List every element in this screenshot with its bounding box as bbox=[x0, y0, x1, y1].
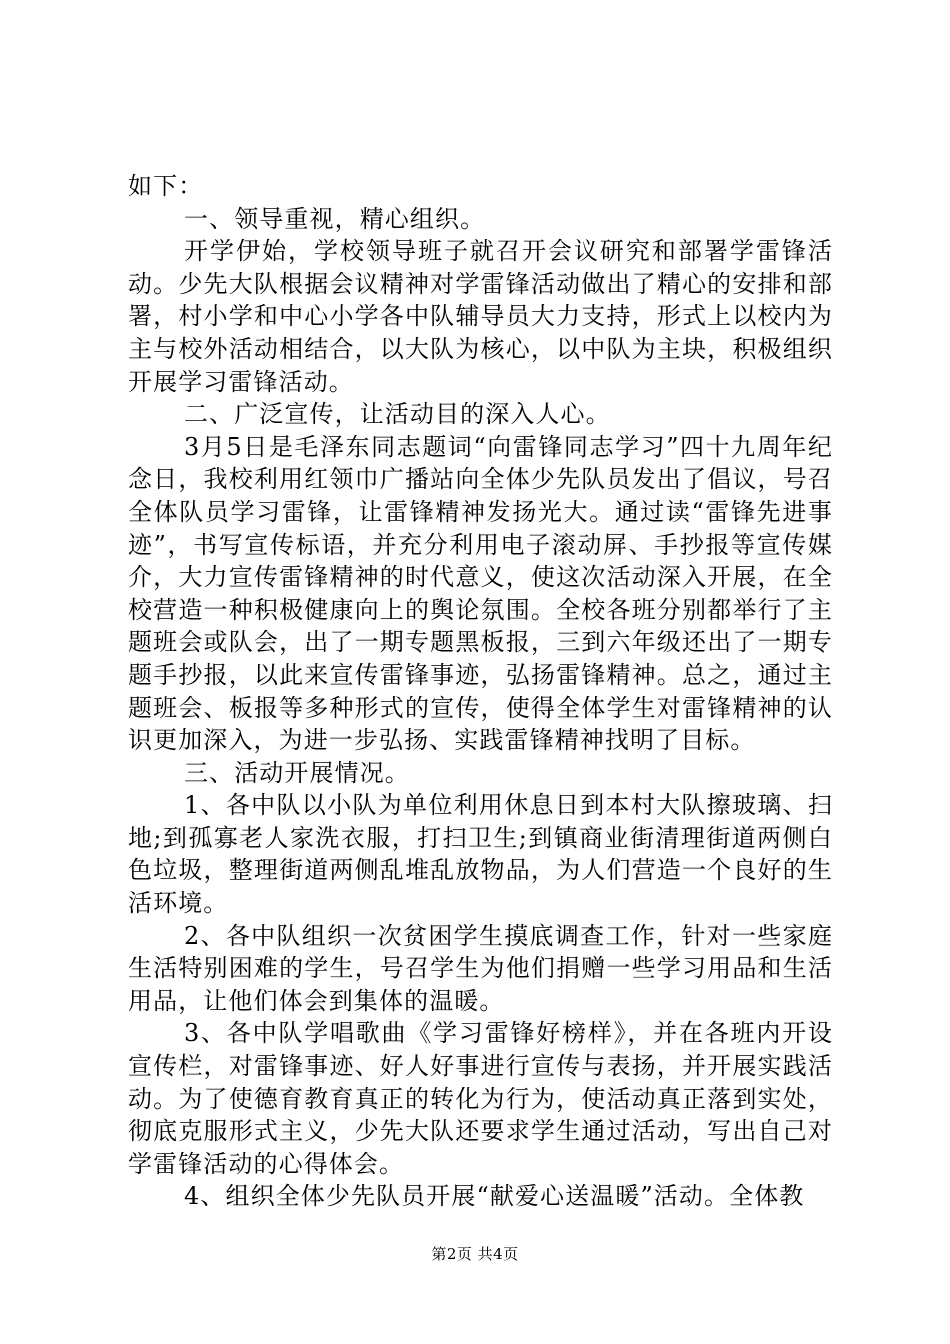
list-item-4: 4、组织全体少先队员开展“献爱心送温暖”活动。全体教 bbox=[184, 1182, 805, 1211]
section-heading-3: 三、活动开展情况。 bbox=[184, 758, 410, 787]
page-footer bbox=[0, 1244, 950, 1264]
paragraph: 3月5日是毛泽东同志题词“向雷锋同志学习”四十九周年纪念日，我校利用红领巾广播站向全体少先队员发出了倡议，号召全体队员学习雷锋，让雷锋精神发扬光大。通过读“雷锋先进事迹”，书写宣传标语，并充分利用电子滚动屏、手抄报等宣传媒介，大力宣传雷锋精神的时代意义，使这次活动深入开展，在全校营造一种积极健康向上的舆论氛围。全校各班分别都举行了主题班会或队会，出了一期专题黑板报，三到六年级还出了一期专题手抄报，以此来宣传雷锋事迹，弘扬雷锋精神。总之，通过主题班会、板报等多种形式的宣传，使得全体学生对雷锋精神的认识更加深入，为进一步弘扬、实践雷锋精神找明了目标。 bbox=[128, 432, 833, 755]
section-heading-2: 二、广泛宣传，让活动目的深入人心。 bbox=[184, 400, 611, 429]
section-heading-1: 一、领导重视，精心组织。 bbox=[184, 204, 486, 233]
list-item-1: 1、各中队以小队为单位利用休息日到本村大队擦玻璃、扫地;到孤寡老人家洗衣服，打扫卫生;到镇商业街清理街道两侧白色垃圾，整理街道两侧乱堆乱放物品，为人们营造一个良好的生活环境。 bbox=[128, 791, 833, 918]
list-item-2: 2、各中队组织一次贫困学生摸底调查工作，针对一些家庭生活特别困难的学生，号召学生为他们捐赠一些学习用品和生活用品，让他们体会到集体的温暖。 bbox=[128, 921, 833, 1015]
paragraph-intro: 如下： bbox=[128, 172, 204, 200]
page-number: 第2页 共4页 bbox=[431, 1245, 519, 1263]
list-item-3: 3、各中队学唱歌曲《学习雷锋好榜样》，并在各班内开设宣传栏，对雷锋事迹、好人好事进行宣传与表扬，并开展实践活动。为了使德育教育真正的转化为行为，使活动真正落到实处，彻底克服形式主义，少先大队还要求学生通过活动，写出自己对学雷锋活动的心得体会。 bbox=[128, 1019, 833, 1178]
paragraph: 开学伊始，学校领导班子就召开会议研究和部署学雷锋活动。少先大队根据会议精神对学雷锋活动做出了精心的安排和部署，村小学和中心小学各中队辅导员大力支持，形式上以校内为主与校外活动相结合，以大队为核心，以中队为主块，积极组织开展学习雷锋活动。 bbox=[128, 237, 833, 396]
document-body bbox=[128, 170, 833, 1213]
